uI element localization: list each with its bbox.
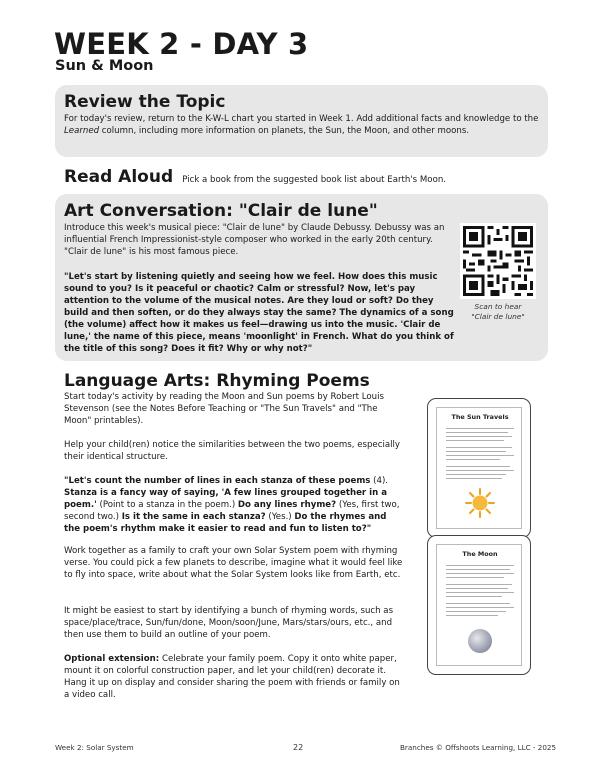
moon-printable-thumbnail[interactable] (427, 535, 531, 675)
moon-icon (468, 629, 492, 653)
review-text-b: column, including more information on planets, the Sun, the Moon, and other moons. (99, 126, 470, 136)
sun-travels-printable-thumbnail[interactable] (427, 398, 531, 538)
p3-bold-1: "Let's count the number of lines in each stanza of these poems (64, 476, 371, 486)
p3-bold-5: Do the rhymes and the poem's rhythm make it easier to read and fun to listen to?" (64, 512, 387, 534)
qr-caption (451, 302, 545, 322)
art-intro: Introduce this week's musical piece: "Clair de lune" by Claude Debussy. Debussy was an influential French Impressionist-style composer who worked in the early 20th century. "Clair de lune" is his most famous piece. (64, 223, 445, 257)
language-arts-p3 (64, 475, 404, 535)
review-text-emphasis: Learned (64, 126, 100, 136)
p3-reg-2: (Point to a stanza in the poem.) (96, 500, 238, 510)
optional-extension-label: Optional extension: (64, 654, 160, 664)
review-heading: Review the Topic (64, 92, 226, 112)
language-arts-p5: It might be easiest to start by identifying a bunch of rhyming words, such as space/place/trace, Sun/fun/done, Moon/soon/June, Mars/stars/ours, etc., and then use them to build an outline of your poem. (64, 606, 394, 640)
qr-caption-line1: Scan to hear (474, 302, 522, 311)
review-text-a: For today's review, return to the K-W-L chart you started in Week 1. Add additional facts and knowledge to the (64, 114, 539, 124)
language-arts-p6 (64, 653, 404, 701)
page-title: WEEK 2 - DAY 3 (54, 27, 309, 61)
p3-reg-4: (Yes.) (265, 512, 295, 522)
read-aloud-text: Pick a book from the suggested book list about Earth's Moon. (182, 175, 447, 185)
moon-title: The Moon (462, 550, 498, 558)
p3-reg-1: (4). (370, 476, 389, 486)
read-aloud-section (64, 167, 446, 187)
sun-icon (465, 488, 495, 518)
footer-unit: Week 2: Solar System (55, 743, 134, 752)
footer-copyright: Branches © Offshoots Learning, LLC - 2025 (400, 743, 557, 752)
p3-bold-3: Do any lines rhyme? (237, 500, 337, 510)
review-text (64, 113, 540, 137)
language-arts-heading: Language Arts: Rhyming Poems (64, 371, 370, 391)
page-subtitle: Sun & Moon (55, 58, 154, 74)
page-number: 22 (293, 743, 304, 752)
art-heading: Art Conversation: "Clair de lune" (64, 201, 378, 221)
qr-caption-line2: "Clair de lune" (471, 312, 525, 321)
language-arts-p2: Help your child(ren) notice the similarities between the two poems, especially their identical structure. (64, 440, 400, 462)
read-aloud-heading: Read Aloud (64, 167, 174, 187)
art-section (55, 194, 548, 361)
language-arts-p1: Start today's activity by reading the Moon and Sun poems by Robert Louis Stevenson (see the Notes Before Teaching or "The Sun Travels" and "The Moon" printables). (64, 392, 384, 426)
sun-travels-title: The Sun Travels (451, 413, 509, 421)
moon-page (436, 544, 522, 666)
p3-bold-2: Stanza is a fancy way of saying, 'A few lines grouped together in a poem.' (64, 488, 388, 510)
p3-reg-3: (Yes, first two, second two.) (64, 500, 400, 522)
qr-code-icon[interactable] (460, 223, 536, 299)
sun-travels-page (436, 407, 522, 529)
p3-bold-4: Is it the same in each stanza? (121, 512, 266, 522)
language-arts-p4: Work together as a family to craft your own Solar System poem with rhyming verse. You could pick a few planets to describe, imagine what it would feel like to fly into space, write about what the Solar System looks like from Earth, etc. (64, 546, 403, 580)
review-section (55, 85, 548, 157)
art-quote: "Let's start by listening quietly and seeing how we feel. How does this music sound to you? Is it peaceful or chaotic? Calm or stressful? Now, let's pay attention to the volume of the musical notes. Are they loud or soft? Do they build and then soften, or do they always stay the same? The dynamics of a song (the volume) affect how it makes us feel—drawing us into the music. 'Clair de lune,' the name of this piece, means 'moonlight' in French. What do you think of the title of this song? Does it fit? Why or why not?" (64, 272, 454, 354)
optional-extension-text: Celebrate your family poem. Copy it onto white paper, mount it on colorful construction paper, and let your child(ren) decorate it. Hang it up on display and consider sharing the poem with friends or family on a video call. (64, 654, 400, 700)
